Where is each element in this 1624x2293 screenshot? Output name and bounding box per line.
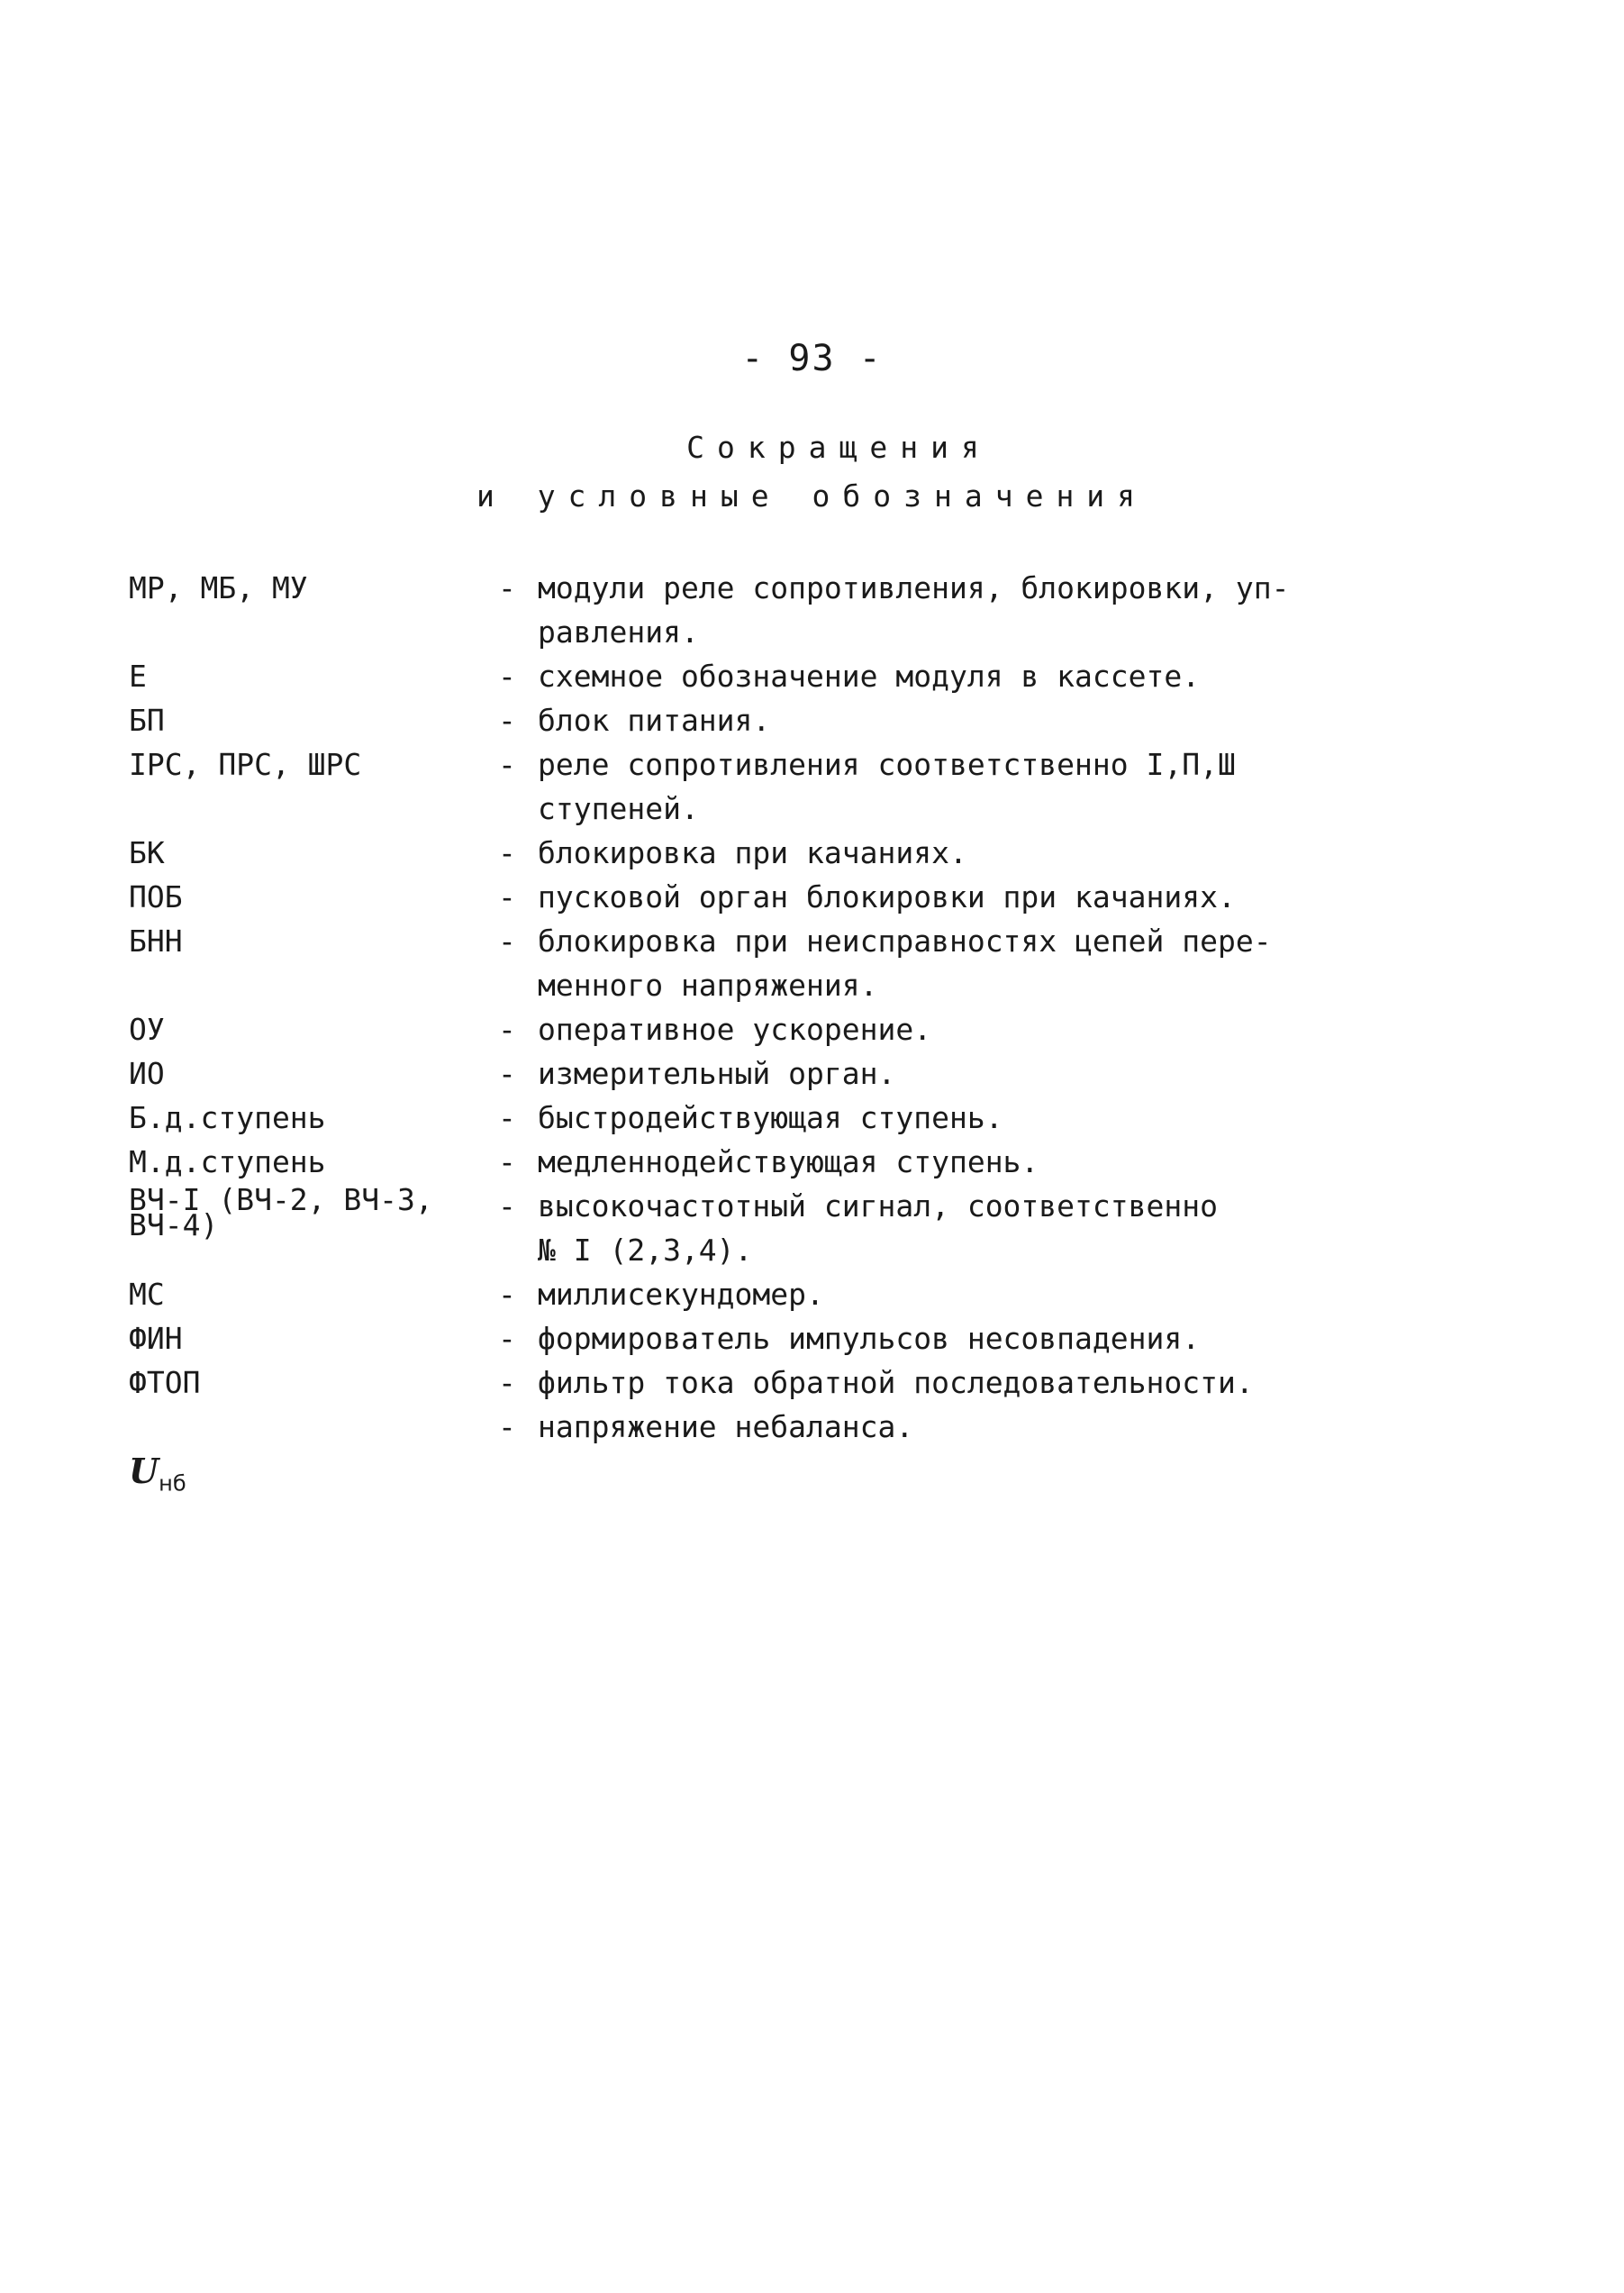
list-item [129, 1007, 1327, 1051]
abbreviation-definition: реле сопротивления соответственно I,П,Ш ступеней. [538, 747, 1236, 826]
dash: - [498, 1321, 516, 1356]
abbreviation-definition: блокировка при неисправностях цепей пере- менного напряжения. [538, 924, 1272, 1003]
list-item [129, 1096, 1327, 1140]
dash: - [498, 835, 516, 870]
page-number: - 93 - [741, 338, 883, 379]
abbreviation-term: ПОБ [129, 879, 183, 914]
dash: - [498, 1365, 516, 1400]
list-item [129, 566, 1327, 654]
abbreviation-term: МР, МБ, МУ [129, 570, 308, 605]
abbreviation-definition: пусковой орган блокировки при качаниях. [538, 879, 1236, 914]
dash: - [498, 570, 516, 605]
dash: - [498, 659, 516, 694]
abbreviation-definition: измерительный орган. [538, 1056, 896, 1091]
dash: - [498, 1144, 516, 1179]
abbreviation-definition: блокировка при качаниях. [538, 835, 967, 870]
section-subheading: и условные обозначения [476, 478, 1148, 514]
abbreviation-term: Е [129, 659, 147, 694]
list-item [129, 875, 1327, 919]
section-heading: Сокращения [686, 430, 992, 465]
list-item [129, 1316, 1327, 1360]
abbreviation-definition: формирователь импульсов несовпадения. [538, 1321, 1201, 1356]
dash: - [498, 1100, 516, 1135]
dash: - [498, 879, 516, 914]
unbalance-voltage-symbol [129, 1451, 186, 1497]
dash: - [498, 924, 516, 959]
abbreviation-definition: быстродействующая ступень. [538, 1100, 1003, 1135]
abbreviation-term: БП [129, 703, 165, 738]
list-item [129, 1405, 1327, 1506]
abbreviation-definition: схемное обозначение модуля в кассете. [538, 659, 1201, 694]
list-item [129, 1360, 1327, 1405]
dash: - [498, 1277, 516, 1312]
abbreviation-definition: высокочастотный сигнал, соответственно № I (2,3,4). [538, 1188, 1218, 1268]
abbreviation-term: Б.д.ступень [129, 1100, 326, 1135]
abbreviation-term: БК [129, 835, 165, 870]
list-item [129, 1051, 1327, 1096]
dash: - [498, 1056, 516, 1091]
list-item [129, 698, 1327, 742]
abbreviation-definition: модули реле сопротивления, блокировки, уп- равления. [538, 570, 1290, 650]
abbreviation-definition: миллисекундомер. [538, 1277, 824, 1312]
list-item [129, 654, 1327, 698]
dash: - [498, 703, 516, 738]
list-item [129, 1184, 1327, 1272]
abbreviation-list [129, 566, 1327, 1506]
abbreviation-term: МС [129, 1277, 165, 1312]
abbreviation-term: ФТОП [129, 1365, 201, 1400]
abbreviation-term: IРС, ПРС, ШРС [129, 747, 362, 782]
abbreviation-term: ВЧ-I (ВЧ-2, ВЧ-3, ВЧ-4) [129, 1182, 433, 1242]
list-item [129, 919, 1327, 1007]
abbreviation-term: БНН [129, 924, 183, 959]
abbreviation-term: М.д.ступень [129, 1144, 326, 1179]
dash: - [498, 1409, 516, 1444]
abbreviation-definition: оперативное ускорение. [538, 1012, 932, 1047]
abbreviation-definition: напряжение небаланса. [538, 1409, 914, 1444]
abbreviation-definition: медленнодействующая ступень. [538, 1144, 1039, 1179]
dash: - [498, 1012, 516, 1047]
symbol-subscript: нб [159, 1470, 186, 1497]
list-item [129, 742, 1327, 831]
dash: - [498, 1188, 516, 1224]
abbreviation-term: ОУ [129, 1012, 165, 1047]
abbreviation-term [129, 1405, 498, 1506]
abbreviation-definition: фильтр тока обратной последовательности. [538, 1365, 1254, 1400]
dash: - [498, 747, 516, 782]
abbreviation-term: ФИН [129, 1321, 183, 1356]
abbreviation-definition: блок питания. [538, 703, 771, 738]
list-item [129, 1272, 1327, 1316]
symbol-letter: U [129, 1451, 159, 1491]
list-item [129, 831, 1327, 875]
abbreviation-term: ИО [129, 1056, 165, 1091]
list-item [129, 1140, 1327, 1184]
